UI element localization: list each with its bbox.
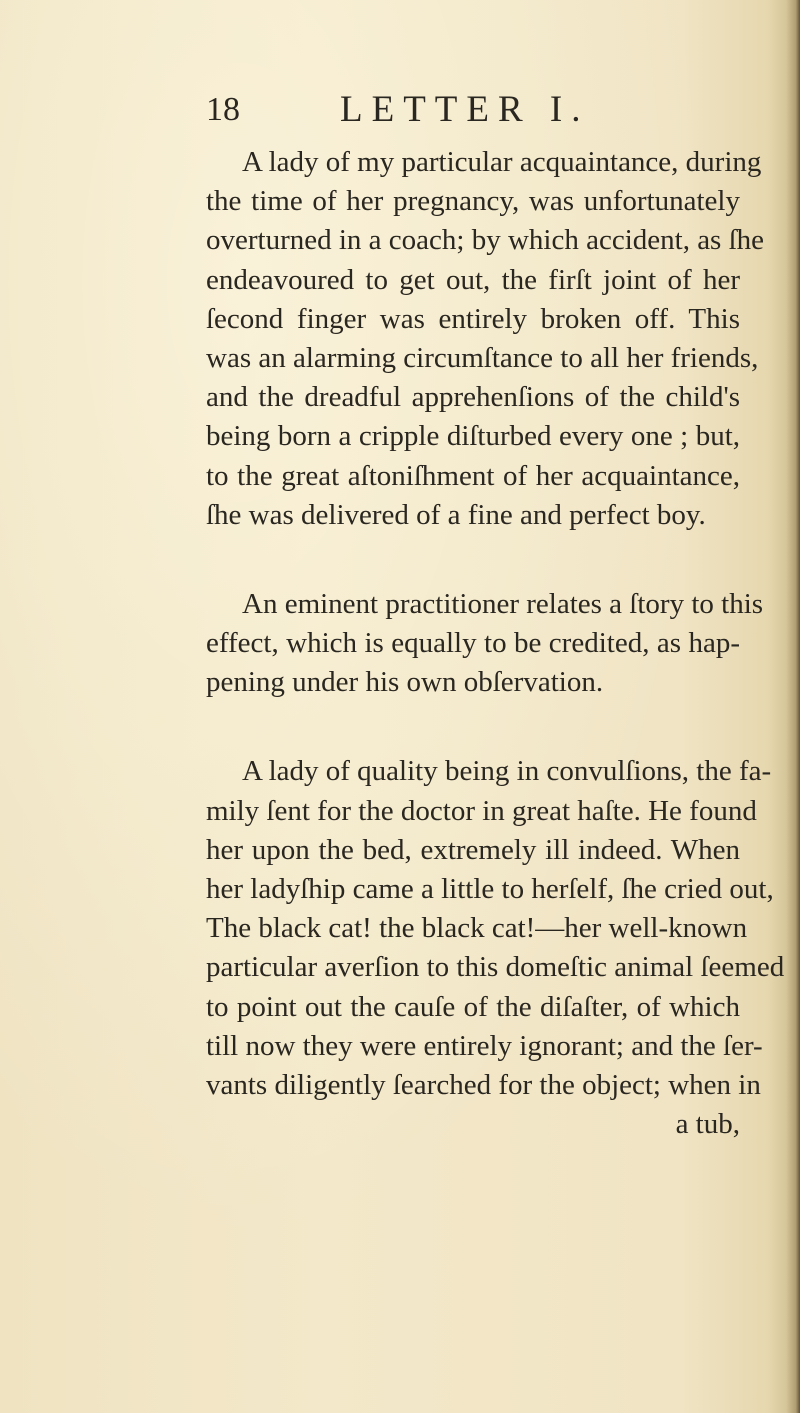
text-line: pening under his own obſervation. [206, 666, 604, 699]
text-line: to the great aſtoniſhment of her acquaintance, [206, 459, 740, 492]
text-line: till now they were entirely ignorant; and the ſer- [206, 1029, 763, 1062]
body-text [206, 143, 785, 1144]
text-line: particular averſion to this domeſtic animal ſeemed [206, 951, 785, 984]
catchword: a tub, [675, 1108, 740, 1141]
text-line: An eminent practitioner relates a ſtory to this [242, 587, 764, 620]
text-line: ſecond finger was entirely broken off. This [206, 302, 740, 335]
running-head: LETTER I. [340, 89, 590, 130]
text-line: her ladyſhip came a little to herſelf, ſhe cried out, [206, 873, 774, 905]
text-line: her upon the bed, extremely ill indeed. When [206, 833, 740, 866]
text-line: effect, which is equally to be credited, as hap- [206, 627, 740, 660]
paragraph-3 [206, 752, 785, 1105]
text-line: A lady of my particular acquaintance, during [242, 146, 762, 178]
text-line: overturned in a coach; by which accident, as ſhe [206, 224, 765, 257]
paragraph-1 [206, 143, 765, 535]
page-number: 18 [206, 91, 240, 128]
text-line: ſhe was delivered of a fine and perfect boy. [206, 498, 706, 531]
text-line: vants diligently ſearched for the object; when in [206, 1068, 761, 1101]
catchword-row [206, 1105, 740, 1144]
text-line: mily ſent for the doctor in great haſte. He found [206, 794, 757, 827]
page-header [206, 88, 746, 132]
text-line: endeavoured to get out, the firſt joint of her [206, 263, 740, 296]
text-line: The black cat! the black cat!—her well-known [206, 912, 748, 945]
paragraph-gap [206, 702, 740, 752]
page-edge-shadow [786, 0, 800, 1413]
text-line: being born a cripple diſturbed every one ; but, [206, 420, 740, 453]
text-line: A lady of quality being in convulſions, the fa- [242, 755, 772, 788]
paragraph-gap [206, 535, 740, 585]
text-line: to point out the cauſe of the diſaſter, of which [206, 990, 740, 1023]
text-line: the time of her pregnancy, was unfortunately [206, 185, 740, 218]
text-line: and the dreadful apprehenſions of the child's [206, 381, 740, 414]
text-line: was an alarming circumſtance to all her friends, [206, 341, 759, 374]
paragraph-2 [206, 585, 764, 703]
